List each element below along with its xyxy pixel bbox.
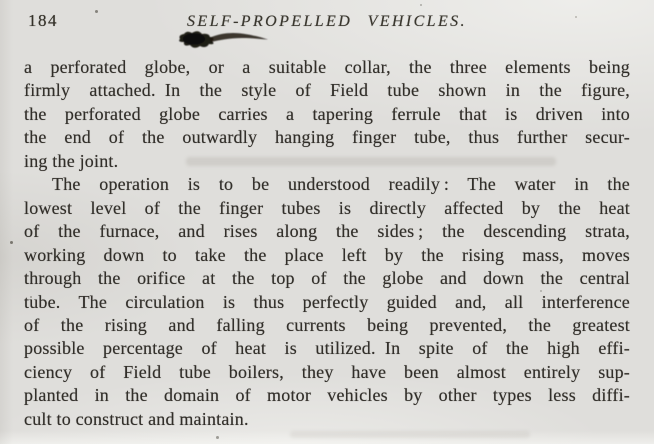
text-line: lowest level of the finger tubes is directly affected by the heat <box>24 197 630 218</box>
show-through-artifact <box>290 431 530 438</box>
text-line: planted in the domain of motor vehicles by other types less diffi- <box>24 385 630 406</box>
text-line: cult to construct and maintain. <box>24 408 249 429</box>
show-through-artifact <box>186 157 556 166</box>
paper-speck <box>30 296 32 298</box>
text-line: the perforated globe carries a tapering ferrule that is driven into <box>24 103 630 124</box>
text-line: The operation is to be understood readily : The water in the <box>52 174 630 195</box>
body-text <box>24 56 630 431</box>
paper-speck <box>95 10 98 13</box>
paper-speck <box>540 290 542 292</box>
page-number: 184 <box>28 11 58 30</box>
text-line: tube. The circulation is thus perfectly guided and, all interference <box>24 291 630 312</box>
text-line: the end of the outwardly hanging finger tube, thus further secur- <box>24 127 630 148</box>
text-line: ing the joint. <box>24 150 119 171</box>
paper-speck <box>575 16 577 18</box>
text-line: firmly attached. In the style of Field tube shown in the figure, <box>24 80 630 101</box>
text-line: of the rising and falling currents being prevented, the greatest <box>24 314 630 335</box>
paper-speck <box>216 436 219 439</box>
running-title: SELF-PROPELLED VEHICLES. <box>187 13 467 30</box>
text-line: working down to take the place left by the rising mass, moves <box>24 244 630 265</box>
text-line: possible percentage of heat is utilized. In spite of the high effi- <box>24 338 630 359</box>
paper-speck <box>10 241 13 244</box>
text-line: ciency of Field tube boilers, they have been almost entirely sup- <box>24 361 630 382</box>
ink-blot-artifact <box>176 29 272 51</box>
text-line: through the orifice at the top of the globe and down the central <box>24 268 630 289</box>
text-line: of the furnace, and rises along the sides ; the descending strata, <box>24 221 630 242</box>
text-line: a perforated globe, or a suitable collar, the three elements being <box>24 57 630 77</box>
paper-speck <box>420 4 422 6</box>
